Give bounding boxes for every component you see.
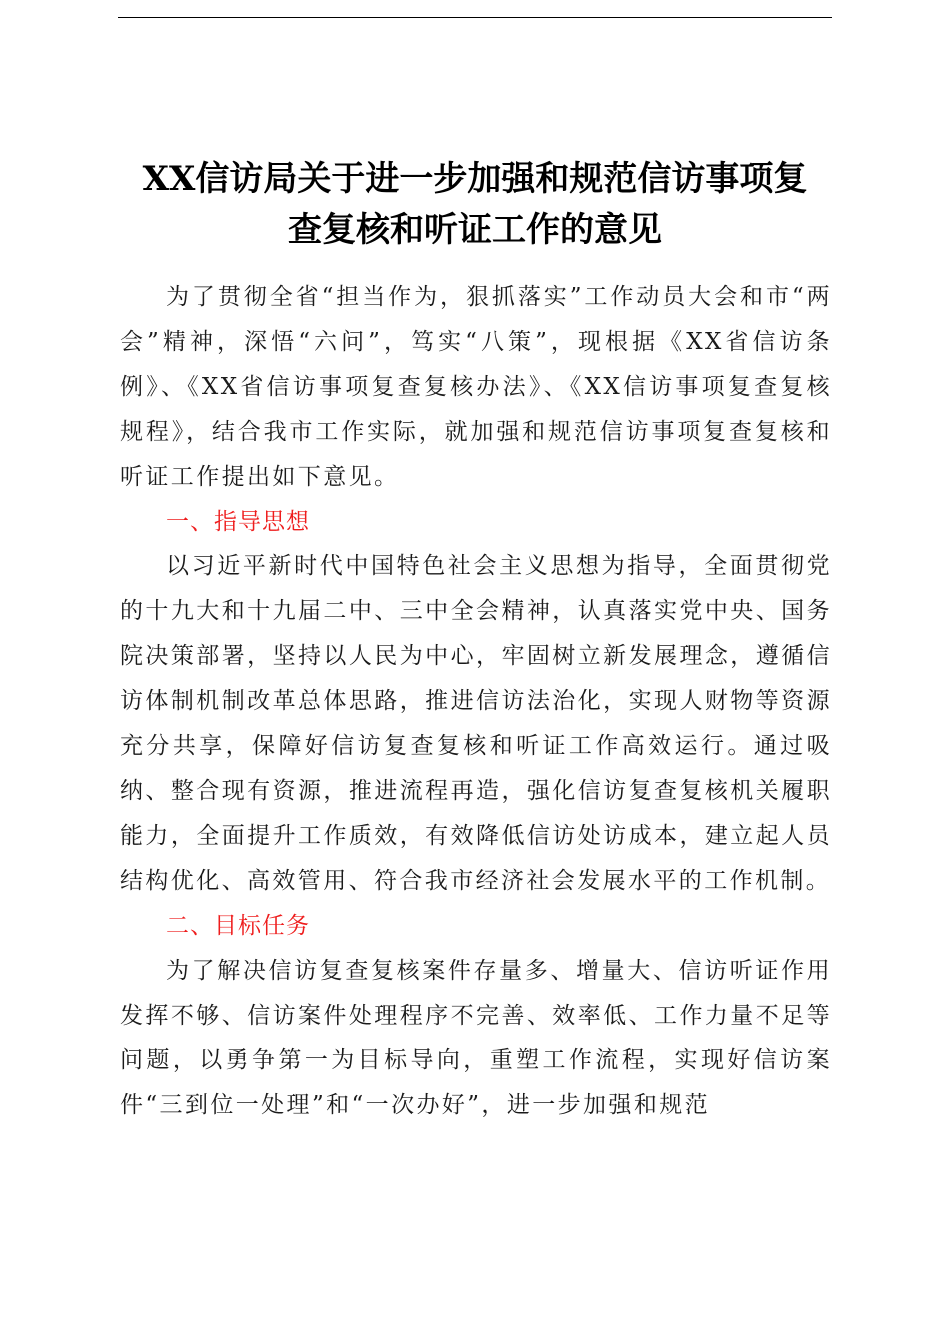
section-paragraph-guiding-thought: 以习近平新时代中国特色社会主义思想为指导，全面贯彻党的十九大和十九届二中、三中全会精神，认真落实党中央、国务院决策部署，坚持以人民为中心，牢固树立新发展理念，遵循信访体制机制改革总体思路，推进信访法治化，实现人财物等资源充分共享，保障好信访复查复核和听证工作高效运行。通过吸纳、整合现有资源，推进流程再造，强化信访复查复核机关履职能力，全面提升工作质效，有效降低信访处访成本，建立起人员结构优化、高效管用、符合我市经济社会发展水平的工作机制。 xyxy=(120,553,832,894)
intro-paragraph: 为了贯彻全省“担当作为，狠抓落实”工作动员大会和市“两会”精神，深悟“六问”，笃实“八策”，现根据《XX省信访条例》、《XX省信访事项复查复核办法》、《XX信访事项复查复核规程》，结合我市工作实际，就加强和规范信访事项复查复核和听证工作提出如下意见。 xyxy=(120,284,832,490)
document-body xyxy=(120,275,832,1128)
header-rule xyxy=(118,17,832,18)
section-paragraph-objectives: 为了解决信访复查复核案件存量多、增量大、信访听证作用发挥不够、信访案件处理程序不完善、效率低、工作力量不足等问题，以勇争第一为目标导向，重塑工作流程，实现好信访案件“三到位一处理”和“一次办好”，进一步加强和规范 xyxy=(120,957,832,1119)
title-line-1: XX信访局关于进一步加强和规范信访事项复 xyxy=(142,159,808,199)
section-heading-guiding-thought: 一、指导思想 xyxy=(166,508,310,535)
document-title xyxy=(100,154,850,256)
section-heading-objectives: 二、目标任务 xyxy=(166,912,310,939)
title-line-2: 查复核和听证工作的意见 xyxy=(288,210,662,250)
